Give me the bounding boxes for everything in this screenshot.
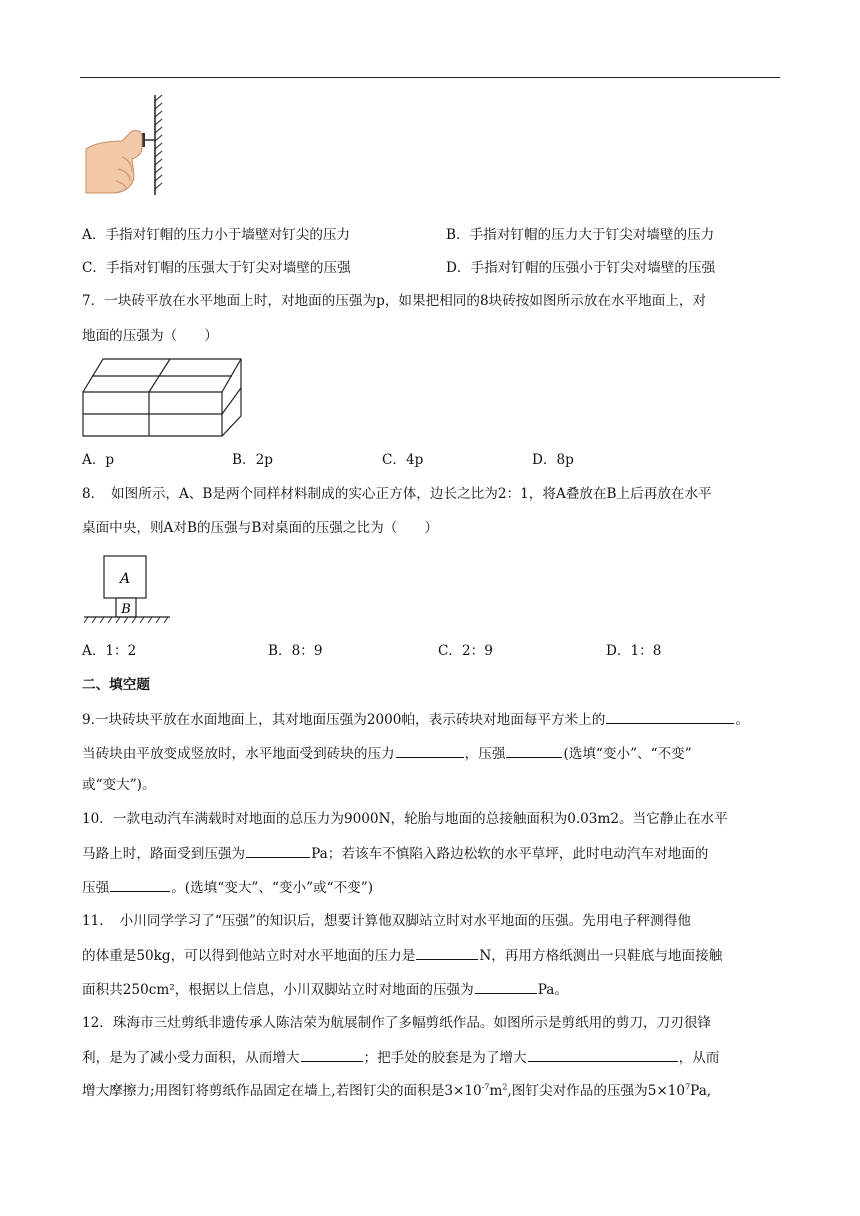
- q9-blank-1[interactable]: [606, 709, 734, 724]
- q12-exponent-3: 7: [685, 1082, 691, 1092]
- q12-text-3d: Pa,: [690, 1083, 712, 1099]
- q10-text-3b: 。(选填“变大”、“变小”或“不变”): [171, 880, 374, 896]
- q10-blank-1[interactable]: [246, 843, 310, 858]
- q12-line2: [82, 1047, 719, 1068]
- q12-exponent-1: -7: [481, 1082, 490, 1092]
- q10-blank-2[interactable]: [110, 877, 170, 892]
- q7-option-b: B．2p: [232, 452, 273, 468]
- q7-option-a: A．p: [82, 452, 115, 468]
- bricks-figure: [82, 358, 244, 438]
- q12-line3: [82, 1081, 711, 1101]
- q10-text-2b: Pa；若该车不慎陷入路边松软的水平草坪，此时电动汽车对地面的: [311, 846, 709, 862]
- q8-line1: 8． 如图所示，A、B是两个同样材料制成的实心正方体，边长之比为2：1，将A叠放在B上后再放在水平: [82, 486, 712, 502]
- q9-text-1b: 。: [735, 712, 749, 728]
- q11-text-2b: N，再用方格纸测出一只鞋底与地面接触: [479, 948, 723, 964]
- q9-line2: [82, 743, 692, 764]
- q8-option-d: D．1：8: [606, 643, 662, 659]
- q10-line2: [82, 843, 708, 864]
- section-title-fill-in: 二、填空题: [82, 677, 150, 693]
- q9-text-2a: 当砖块由平放变成竖放时，水平地面受到砖块的压力: [82, 746, 395, 762]
- q6-option-b: B．手指对钉帽的压力大于钉尖对墙壁的压力: [446, 227, 715, 243]
- cube-label-a: A: [119, 571, 131, 587]
- q9-text-2c: (选填“变小”、“不变”: [563, 746, 692, 762]
- q11-text-3a: 面积共250cm²，根据以上信息，小川双脚站立时对地面的压强为: [82, 982, 474, 998]
- cube-label-b: B: [121, 602, 131, 617]
- q11-blank-2[interactable]: [475, 979, 537, 994]
- q12-exponent-2: 2: [502, 1082, 508, 1092]
- q12-text-3c: ,图钉尖对作品的压强为5×10: [507, 1083, 686, 1099]
- q6-option-c: C．手指对钉帽的压强大于钉尖对墙壁的压强: [82, 260, 351, 276]
- q12-text-3b: m: [489, 1083, 503, 1099]
- q12-text-3a: 增大摩擦力;用图钉将剪纸作品固定在墙上,若图钉尖的面积是3×10: [82, 1083, 482, 1099]
- q7-option-d: D．8p: [532, 452, 574, 468]
- q8-option-a: A．1：2: [82, 643, 137, 659]
- q11-line1: 11． 小川同学学习了“压强”的知识后，想要计算他双脚站立时对水平地面的压强。先用电子秤测得他: [82, 913, 691, 929]
- q7-option-c: C．4p: [382, 452, 424, 468]
- header-rule: [80, 77, 780, 78]
- q10-text-2a: 马路上时，路面受到压强为: [82, 846, 246, 862]
- q11-line2: [82, 945, 722, 966]
- q9-line1: [82, 709, 749, 730]
- cubes-figure: [84, 555, 174, 627]
- q9-blank-2[interactable]: [396, 743, 464, 758]
- q11-line3: [82, 979, 568, 1000]
- q9-text-1a: 9.一块砖块平放在水面地面上，其对地面压强为2000帕，表示砖块对地面每平方米上的: [82, 712, 606, 728]
- q9-line3: 或“变大”)。: [82, 777, 156, 793]
- q12-text-2c: ，从而: [678, 1050, 720, 1066]
- q12-line1: 12．珠海市三灶剪纸非遗传承人陈洁荣为航展制作了多幅剪纸作品。如图所示是剪纸用的剪刀，刀刃很锋: [82, 1015, 712, 1031]
- q10-line1: 10．一款电动汽车满载时对地面的总压力为9000N，轮胎与地面的总接触面积为0.03m2。当它静止在水平: [82, 811, 728, 827]
- q6-option-a: A．手指对钉帽的压力小于墙壁对钉尖的压力: [82, 227, 351, 243]
- q10-line3: [82, 877, 373, 898]
- q12-blank-1[interactable]: [301, 1047, 363, 1062]
- q9-blank-3[interactable]: [506, 743, 562, 758]
- q9-text-2b: ，压强: [464, 746, 506, 762]
- q11-text-3b: Pa。: [537, 982, 568, 998]
- q8-option-c: C．2：9: [438, 643, 493, 659]
- q7-line1: 7．一块砖平放在水平地面上时，对地面的压强为p，如果把相同的8块砖按如图所示放在水平地面上，对: [82, 293, 707, 309]
- q7-line2: 地面的压强为（ ）: [82, 328, 218, 344]
- q11-blank-1[interactable]: [416, 945, 478, 960]
- q6-option-d: D．手指对钉帽的压强小于钉尖对墙壁的压强: [446, 260, 716, 276]
- q8-option-b: B．8：9: [268, 643, 323, 659]
- q12-text-2a: 利，是为了减小受力面积，从而增大: [82, 1050, 300, 1066]
- q12-text-2b: ；把手处的胶套是为了增大: [363, 1050, 527, 1066]
- q8-line2: 桌面中央，则A对B的压强与B对桌面的压强之比为（ ）: [82, 520, 439, 536]
- thumb-pin-figure: [82, 95, 172, 200]
- q11-text-2a: 的体重是50kg，可以得到他站立时对水平地面的压力是: [82, 948, 416, 964]
- q10-text-3a: 压强: [82, 880, 110, 896]
- q12-blank-2[interactable]: [528, 1047, 678, 1062]
